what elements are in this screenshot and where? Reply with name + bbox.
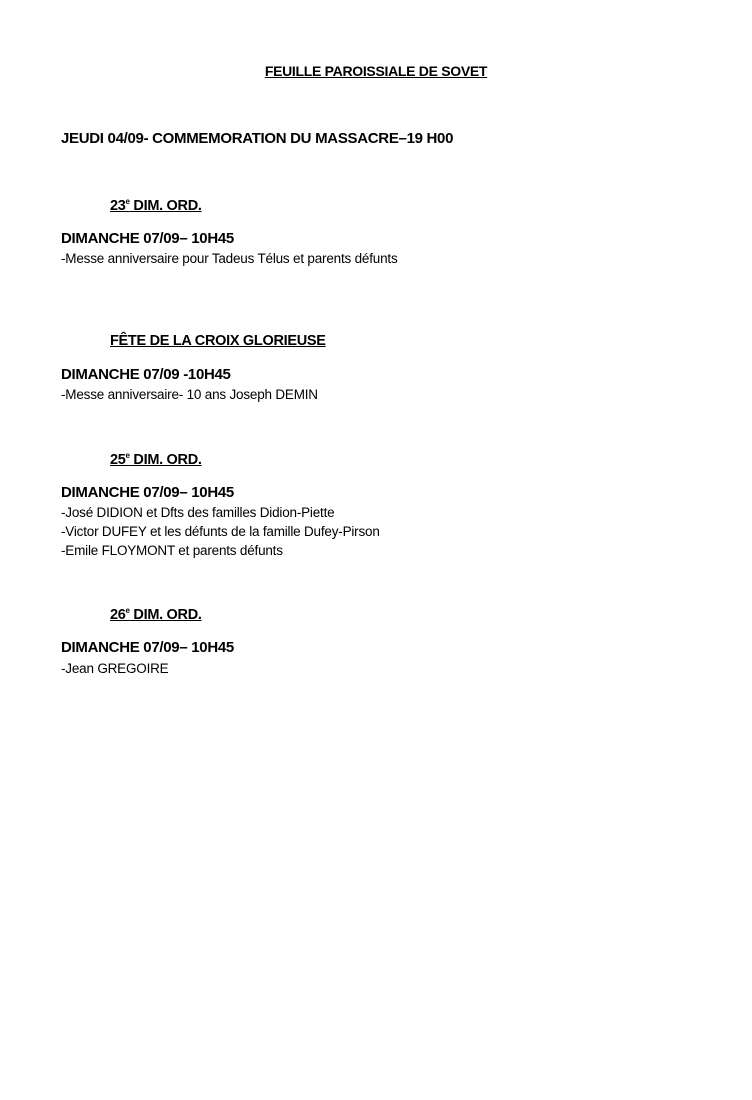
mass-intention: -Jean GREGOIRE xyxy=(61,661,169,676)
mass-day: DIMANCHE 07/09 -10H45 xyxy=(61,366,231,383)
mass-intention: -Messe anniversaire pour Tadeus Télus et parents défunts xyxy=(61,251,398,266)
section-heading-number: 23 xyxy=(110,198,126,214)
event-line: JEUDI 04/09- COMMEMORATION DU MASSACRE–19 H00 xyxy=(61,130,454,147)
section-heading-rest: DIM. ORD. xyxy=(129,198,202,214)
section-heading-number: 25 xyxy=(110,452,126,468)
section-heading-sup: e xyxy=(125,451,130,460)
section-heading-sup: e xyxy=(125,197,130,206)
mass-intention: -Victor DUFEY et les défunts de la famille Dufey-Pirson xyxy=(61,524,380,539)
section-heading xyxy=(110,606,202,623)
section-heading-sup: e xyxy=(125,606,130,615)
mass-day: DIMANCHE 07/09– 10H45 xyxy=(61,484,234,501)
section-heading xyxy=(110,451,202,468)
mass-intention: -Messe anniversaire- 10 ans Joseph DEMIN xyxy=(61,387,318,402)
section-heading-rest: DIM. ORD. xyxy=(129,607,202,623)
section-heading-rest: DIM. ORD. xyxy=(129,452,202,468)
mass-intention: -José DIDION et Dfts des familles Didion-Piette xyxy=(61,505,335,520)
section-heading xyxy=(110,197,202,214)
mass-day: DIMANCHE 07/09– 10H45 xyxy=(61,639,234,656)
section-heading-number: 26 xyxy=(110,607,126,623)
mass-intention: -Emile FLOYMONT et parents défunts xyxy=(61,543,283,558)
section-heading: FÊTE DE LA CROIX GLORIEUSE xyxy=(110,333,326,349)
mass-day: DIMANCHE 07/09– 10H45 xyxy=(61,230,234,247)
page-title: FEUILLE PAROISSIALE DE SOVET xyxy=(264,63,488,79)
